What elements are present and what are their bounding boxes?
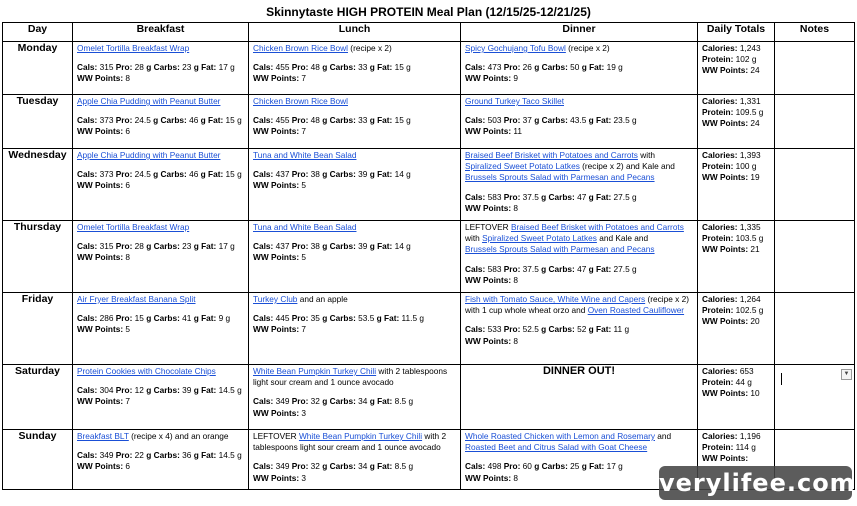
ww-points: WW Points: 8 bbox=[465, 472, 519, 483]
recipe-link[interactable]: Oven Roasted Cauliflower bbox=[587, 305, 685, 316]
table-row bbox=[3, 42, 855, 95]
meal-plan-table bbox=[2, 22, 855, 490]
ww-points: WW Points: 8 bbox=[77, 252, 131, 263]
macros: Cals: 349 Pro: 32 g Carbs: 34 g Fat: 8.5 g bbox=[253, 396, 414, 407]
macros: Cals: 349 Pro: 32 g Carbs: 34 g Fat: 8.5 g bbox=[253, 461, 414, 472]
total-calories: Calories: 1,196 bbox=[702, 431, 761, 441]
total-calories: Calories: 1,393 bbox=[702, 150, 761, 160]
ww-points: WW Points: 7 bbox=[253, 126, 307, 137]
total-ww-points: WW Points: 24 bbox=[702, 118, 760, 129]
lunch-cell bbox=[249, 365, 461, 430]
page-title: Skinnytaste HIGH PROTEIN Meal Plan (12/15/25-12/21/25) bbox=[266, 5, 591, 19]
ww-points: WW Points: 6 bbox=[77, 180, 131, 191]
watermark: verylifee.com bbox=[659, 466, 852, 500]
lunch-cell bbox=[249, 430, 461, 490]
day-label: Monday bbox=[3, 42, 73, 95]
macros: Cals: 304 Pro: 12 g Carbs: 39 g Fat: 14.5 g bbox=[77, 385, 242, 396]
recipe-link[interactable]: Turkey Club bbox=[253, 294, 298, 304]
recipe-link[interactable]: Roasted Beet and Citrus Salad with Goat Cheese bbox=[465, 442, 648, 453]
recipe-link[interactable]: White Bean Pumpkin Turkey Chili bbox=[298, 431, 423, 441]
total-ww-points: WW Points: 21 bbox=[702, 244, 760, 255]
ww-points: WW Points: 6 bbox=[77, 126, 131, 137]
recipe-link[interactable]: Tuna and White Bean Salad bbox=[253, 150, 357, 160]
dinner-cell bbox=[461, 293, 698, 365]
recipe-note: with bbox=[465, 233, 483, 244]
ww-points: WW Points: 3 bbox=[253, 407, 307, 418]
recipe-link[interactable]: Spicy Gochujang Tofu Bowl bbox=[465, 43, 566, 53]
recipe-note: with 2 tablespoons light sour cream and 1 ounce avocado bbox=[253, 431, 447, 453]
recipe-link[interactable]: Braised Beef Brisket with Potatoes and Carrots bbox=[465, 150, 638, 160]
macros: Cals: 498 Pro: 60 g Carbs: 25 g Fat: 17 g bbox=[465, 461, 623, 472]
recipe-link[interactable]: Breakfast BLT bbox=[77, 431, 129, 441]
dinner-cell bbox=[461, 95, 698, 149]
breakfast-cell bbox=[73, 293, 249, 365]
recipe-link[interactable]: Braised Beef Brisket with Potatoes and Carrots bbox=[510, 222, 684, 232]
breakfast-cell bbox=[73, 430, 249, 490]
recipe-note: (recipe x 2) bbox=[565, 43, 610, 53]
total-calories: Calories: 1,335 bbox=[702, 222, 761, 232]
notes-cell-active[interactable] bbox=[775, 365, 855, 430]
total-protein: Protein: 100 g bbox=[702, 161, 757, 172]
day-label: Friday bbox=[3, 293, 73, 365]
ww-points: WW Points: 8 bbox=[465, 202, 519, 213]
ww-points: WW Points: 8 bbox=[465, 335, 519, 346]
header-lunch: Lunch bbox=[249, 23, 461, 42]
macros: Cals: 373 Pro: 24.5 g Carbs: 46 g Fat: 15 g bbox=[77, 169, 242, 180]
ww-points: WW Points: 7 bbox=[253, 324, 307, 335]
notes-cell[interactable] bbox=[775, 293, 855, 365]
recipe-link[interactable]: Air Fryer Breakfast Banana Split bbox=[77, 294, 196, 304]
ww-points: WW Points: 3 bbox=[253, 472, 307, 483]
total-calories: Calories: 653 bbox=[702, 366, 754, 376]
total-protein: Protein: 109.5 g bbox=[702, 107, 764, 118]
recipe-link[interactable]: Brussels Sprouts Salad with Parmesan and Pecans bbox=[465, 172, 655, 183]
notes-cell[interactable] bbox=[775, 221, 855, 293]
day-label: Tuesday bbox=[3, 95, 73, 149]
daily-totals-cell bbox=[698, 149, 775, 221]
ww-points: WW Points: 5 bbox=[77, 324, 131, 335]
breakfast-cell bbox=[73, 365, 249, 430]
recipe-link[interactable]: Ground Turkey Taco Skillet bbox=[465, 96, 564, 106]
ww-points: WW Points: 9 bbox=[465, 73, 519, 84]
recipe-note: with 2 tablespoons light sour cream and 1 ounce avocado bbox=[253, 366, 448, 388]
leftover-label: LEFTOVER bbox=[253, 431, 299, 441]
ww-points: WW Points: 11 bbox=[465, 126, 523, 137]
notes-cell[interactable] bbox=[775, 149, 855, 221]
day-label: Thursday bbox=[3, 221, 73, 293]
macros: Cals: 503 Pro: 37 g Carbs: 43.5 g Fat: 23.5 g bbox=[465, 115, 637, 126]
recipe-link[interactable]: White Bean Pumpkin Turkey Chili bbox=[253, 366, 377, 376]
table-row bbox=[3, 221, 855, 293]
recipe-note: and Kale and bbox=[596, 233, 649, 244]
macros: Cals: 286 Pro: 15 g Carbs: 41 g Fat: 9 g bbox=[77, 313, 231, 324]
recipe-link[interactable]: Apple Chia Pudding with Peanut Butter bbox=[77, 96, 221, 106]
total-ww-points: WW Points: 10 bbox=[702, 388, 760, 399]
daily-totals-cell bbox=[698, 221, 775, 293]
recipe-link[interactable]: Tuna and White Bean Salad bbox=[253, 222, 357, 232]
dinner-cell bbox=[461, 149, 698, 221]
total-protein: Protein: 103.5 g bbox=[702, 233, 764, 244]
total-ww-points: WW Points: 19 bbox=[702, 172, 760, 183]
recipe-note: and bbox=[655, 431, 672, 441]
macros: Cals: 533 Pro: 52.5 g Carbs: 52 g Fat: 11 g bbox=[465, 324, 630, 335]
macros: Cals: 315 Pro: 28 g Carbs: 23 g Fat: 17 g bbox=[77, 241, 235, 252]
breakfast-cell bbox=[73, 221, 249, 293]
daily-totals-cell bbox=[698, 293, 775, 365]
recipe-link[interactable]: Spiralized Sweet Potato Latkes bbox=[465, 161, 580, 172]
macros: Cals: 455 Pro: 48 g Carbs: 33 g Fat: 15 g bbox=[253, 115, 411, 126]
total-calories: Calories: 1,243 bbox=[702, 43, 761, 53]
recipe-note: (recipe x 2) with 1 cup whole wheat orzo and bbox=[465, 294, 689, 316]
recipe-note: (recipe x 4) and an orange bbox=[128, 431, 229, 441]
macros: Cals: 349 Pro: 22 g Carbs: 36 g Fat: 14.5 g bbox=[77, 450, 242, 461]
dinner-out-cell: DINNER OUT! bbox=[461, 365, 698, 430]
total-ww-points: WW Points: bbox=[702, 453, 749, 464]
header-notes: Notes bbox=[775, 23, 855, 42]
daily-totals-cell bbox=[698, 365, 775, 430]
day-label: Saturday bbox=[3, 365, 73, 430]
ww-points: WW Points: 8 bbox=[77, 73, 131, 84]
header-day: Day bbox=[3, 23, 73, 42]
table-row bbox=[3, 95, 855, 149]
total-calories: Calories: 1,331 bbox=[702, 96, 761, 106]
total-ww-points: WW Points: 20 bbox=[702, 316, 760, 327]
ww-points: WW Points: 5 bbox=[253, 180, 307, 191]
header-row bbox=[3, 23, 855, 42]
recipe-link[interactable]: Spiralized Sweet Potato Latkes bbox=[482, 233, 597, 244]
macros: Cals: 455 Pro: 48 g Carbs: 33 g Fat: 15 g bbox=[253, 62, 411, 73]
total-protein: Protein: 102 g bbox=[702, 54, 757, 65]
macros: Cals: 583 Pro: 37.5 g Carbs: 47 g Fat: 27.5 g bbox=[465, 191, 637, 202]
recipe-link[interactable]: Chicken Brown Rice Bowl bbox=[253, 43, 348, 53]
recipe-link[interactable]: Omelet Tortilla Breakfast Wrap bbox=[77, 43, 190, 53]
header-dinner: Dinner bbox=[461, 23, 698, 42]
macros: Cals: 315 Pro: 28 g Carbs: 23 g Fat: 17 g bbox=[77, 62, 235, 73]
recipe-link[interactable]: Brussels Sprouts Salad with Parmesan and Pecans bbox=[465, 244, 655, 255]
breakfast-cell bbox=[73, 95, 249, 149]
lunch-cell bbox=[249, 149, 461, 221]
ww-points: WW Points: 7 bbox=[253, 73, 307, 84]
day-label: Sunday bbox=[3, 430, 73, 490]
dropdown-arrow-icon[interactable]: ▼ bbox=[841, 369, 852, 380]
text-cursor bbox=[781, 373, 782, 385]
macros: Cals: 437 Pro: 38 g Carbs: 39 g Fat: 14 g bbox=[253, 241, 411, 252]
lunch-cell bbox=[249, 293, 461, 365]
dinner-cell bbox=[461, 42, 698, 95]
recipe-note: with bbox=[637, 150, 655, 160]
leftover-label: LEFTOVER bbox=[465, 222, 511, 232]
lunch-cell bbox=[249, 95, 461, 149]
total-protein: Protein: 102.5 g bbox=[702, 305, 764, 316]
daily-totals-cell bbox=[698, 42, 775, 95]
recipe-note: (recipe x 2) bbox=[348, 43, 392, 53]
notes-cell[interactable] bbox=[775, 95, 855, 149]
ww-points: WW Points: 5 bbox=[253, 252, 307, 263]
macros: Cals: 373 Pro: 24.5 g Carbs: 46 g Fat: 15 g bbox=[77, 115, 242, 126]
recipe-link[interactable]: Apple Chia Pudding with Peanut Butter bbox=[77, 150, 221, 160]
total-protein: Protein: 44 g bbox=[702, 377, 752, 388]
recipe-note: (recipe x 2) and Kale and bbox=[579, 161, 675, 172]
macros: Cals: 437 Pro: 38 g Carbs: 39 g Fat: 14 g bbox=[253, 169, 411, 180]
table-row bbox=[3, 293, 855, 365]
table-row bbox=[3, 365, 855, 430]
header-daily-totals: Daily Totals bbox=[698, 23, 775, 42]
total-ww-points: WW Points: 24 bbox=[702, 65, 760, 76]
breakfast-cell bbox=[73, 149, 249, 221]
lunch-cell bbox=[249, 42, 461, 95]
total-protein: Protein: 114 g bbox=[702, 442, 756, 453]
ww-points: WW Points: 6 bbox=[77, 461, 131, 472]
macros: Cals: 583 Pro: 37.5 g Carbs: 47 g Fat: 27.5 g bbox=[465, 263, 637, 274]
recipe-note: and an apple bbox=[297, 294, 348, 304]
ww-points: WW Points: 7 bbox=[77, 396, 131, 407]
total-calories: Calories: 1,264 bbox=[702, 294, 761, 304]
recipe-link[interactable]: Chicken Brown Rice Bowl bbox=[253, 96, 348, 106]
recipe-link[interactable]: Omelet Tortilla Breakfast Wrap bbox=[77, 222, 190, 232]
day-label: Wednesday bbox=[3, 149, 73, 221]
macros: Cals: 445 Pro: 35 g Carbs: 53.5 g Fat: 11.5 g bbox=[253, 313, 424, 324]
ww-points: WW Points: 8 bbox=[465, 274, 519, 285]
breakfast-cell bbox=[73, 42, 249, 95]
dinner-cell bbox=[461, 221, 698, 293]
daily-totals-cell bbox=[698, 95, 775, 149]
notes-cell[interactable] bbox=[775, 42, 855, 95]
lunch-cell bbox=[249, 221, 461, 293]
recipe-link[interactable]: Fish with Tomato Sauce, White Wine and Capers bbox=[465, 294, 646, 304]
recipe-link[interactable]: Protein Cookies with Chocolate Chips bbox=[77, 366, 216, 376]
recipe-link[interactable]: Whole Roasted Chicken with Lemon and Rosemary bbox=[465, 431, 655, 441]
table-row bbox=[3, 149, 855, 221]
macros: Cals: 473 Pro: 26 g Carbs: 50 g Fat: 19 g bbox=[465, 62, 623, 73]
header-breakfast: Breakfast bbox=[73, 23, 249, 42]
